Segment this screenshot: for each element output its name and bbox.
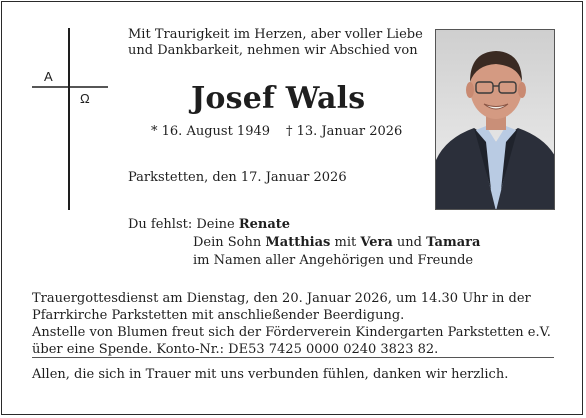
service-line: Trauergottesdienst am Dienstag, den 20. Januar 2026, um 14.30 Uhr in der (32, 291, 531, 306)
place-date: Parkstetten, den 17. Januar 2026 (128, 170, 347, 185)
and-word: und (392, 235, 427, 250)
son-name: Matthias (265, 235, 331, 250)
birth-date: * 16. August 1949 (151, 124, 271, 139)
donation-line: Anstelle von Blumen freut sich der Förderverein Kindergarten Parkstetten e.V. (32, 325, 551, 340)
missed-row-children (128, 234, 480, 252)
missed-row-wife (128, 216, 480, 234)
service-line: Pfarrkirche Parkstetten mit anschließender Beerdigung. (32, 308, 405, 323)
divider (32, 357, 554, 358)
with-word: mit (330, 235, 361, 250)
wife-name: Renate (238, 217, 291, 232)
missed-by-section (128, 216, 480, 270)
death-date: † 13. Januar 2026 (286, 124, 403, 139)
son-prefix: Dein Sohn (193, 235, 266, 250)
donation-line: über eine Spende. Konto-Nr.: DE53 7425 0000 0240 3823 82. (32, 342, 439, 357)
intro-line: Mit Traurigkeit im Herzen, aber voller Liebe (128, 27, 423, 42)
partner-name: Vera (360, 235, 393, 250)
deceased-name: Josef Wals (191, 81, 366, 116)
intro-line: und Dankbarkeit, nehmen wir Abschied von (128, 43, 418, 58)
alpha-glyph: A (44, 69, 53, 84)
intro-text (128, 27, 428, 59)
omega-glyph: Ω (80, 91, 90, 106)
portrait-photo (435, 29, 555, 210)
daughter-name: Tamara (426, 235, 481, 250)
missed-label: Du fehlst: Deine (128, 217, 239, 232)
service-info (32, 290, 558, 358)
cross-alpha-omega-icon (30, 28, 110, 212)
missed-row-others: im Namen aller Angehörigen und Freunde (193, 253, 474, 268)
portrait-illustration (436, 30, 555, 210)
thanks-text: Allen, die sich in Trauer mit uns verbunden fühlen, danken wir herzlich. (32, 367, 509, 382)
